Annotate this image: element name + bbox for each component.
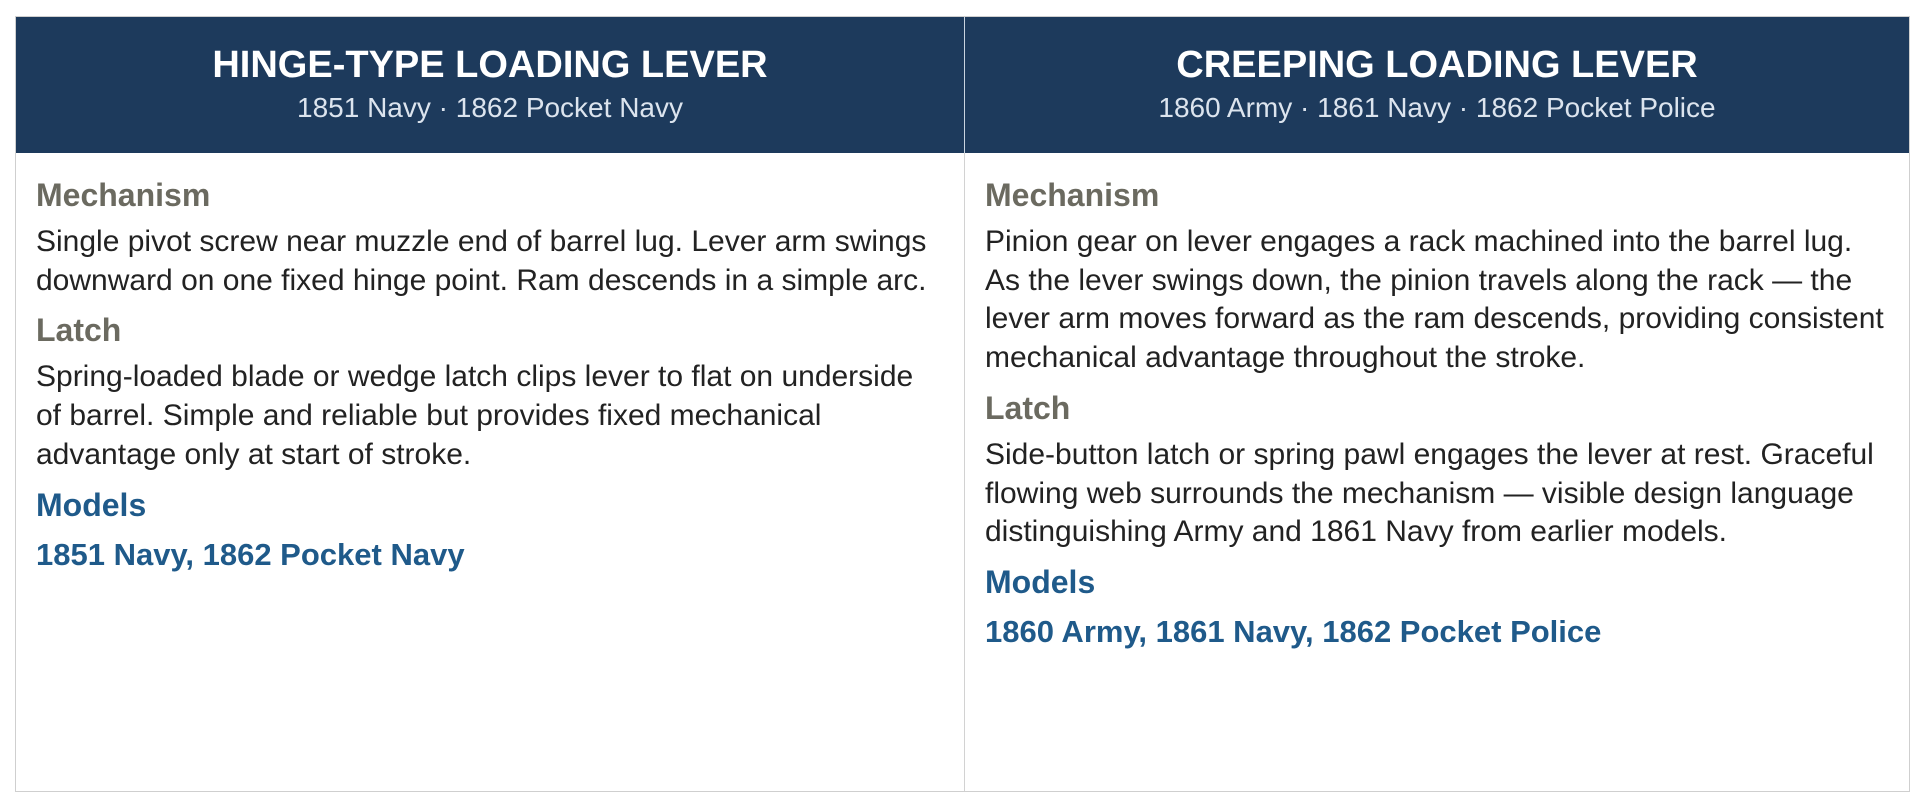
body-creeping bbox=[964, 153, 1909, 791]
body-hinge-type bbox=[16, 153, 964, 791]
section-label-latch: Latch bbox=[36, 312, 122, 349]
section-text-mechanism: Single pivot screw near muzzle end of barrel lug. Lever arm swings downward on one fixed hinge point. Ram descends in a simple arc. bbox=[36, 225, 927, 297]
models-label: Models bbox=[36, 486, 147, 523]
models-value: 1851 Navy, 1862 Pocket Navy bbox=[36, 536, 465, 572]
column-subtitle: 1860 Army · 1861 Navy · 1862 Pocket Police bbox=[1158, 92, 1716, 123]
section-text-latch: Spring-loaded blade or wedge latch clips lever to flat on underside of barrel. Simple and reliable but provides fixed mechanical advantage only at start of stroke. bbox=[36, 360, 914, 471]
section-text-latch: Side-button latch or spring pawl engages the lever at rest. Graceful flowing web surrounds the mechanism — visible design language distinguishing Army and 1861 Navy from earlier models. bbox=[985, 437, 1874, 549]
models-value: 1860 Army, 1861 Navy, 1862 Pocket Police bbox=[985, 613, 1602, 649]
column-subtitle: 1851 Navy · 1862 Pocket Navy bbox=[297, 92, 683, 123]
section-label-mechanism: Mechanism bbox=[36, 177, 211, 213]
column-title: CREEPING LOADING LEVER bbox=[1176, 44, 1698, 86]
section-text-mechanism: Pinion gear on lever engages a rack machined into the barrel lug. As the lever swings down, the pinion travels along the rack — the lever arm moves forward as the ram descends, providing consistent mechanical advantage throughout the stroke. bbox=[985, 225, 1884, 375]
column-title: HINGE-TYPE LOADING LEVER bbox=[212, 44, 768, 86]
header-creeping bbox=[964, 17, 1909, 153]
comparison-table bbox=[15, 16, 1910, 792]
header-hinge-type bbox=[16, 17, 964, 153]
section-label-mechanism: Mechanism bbox=[985, 177, 1160, 213]
section-label-latch: Latch bbox=[985, 389, 1071, 426]
models-label: Models bbox=[985, 563, 1096, 600]
